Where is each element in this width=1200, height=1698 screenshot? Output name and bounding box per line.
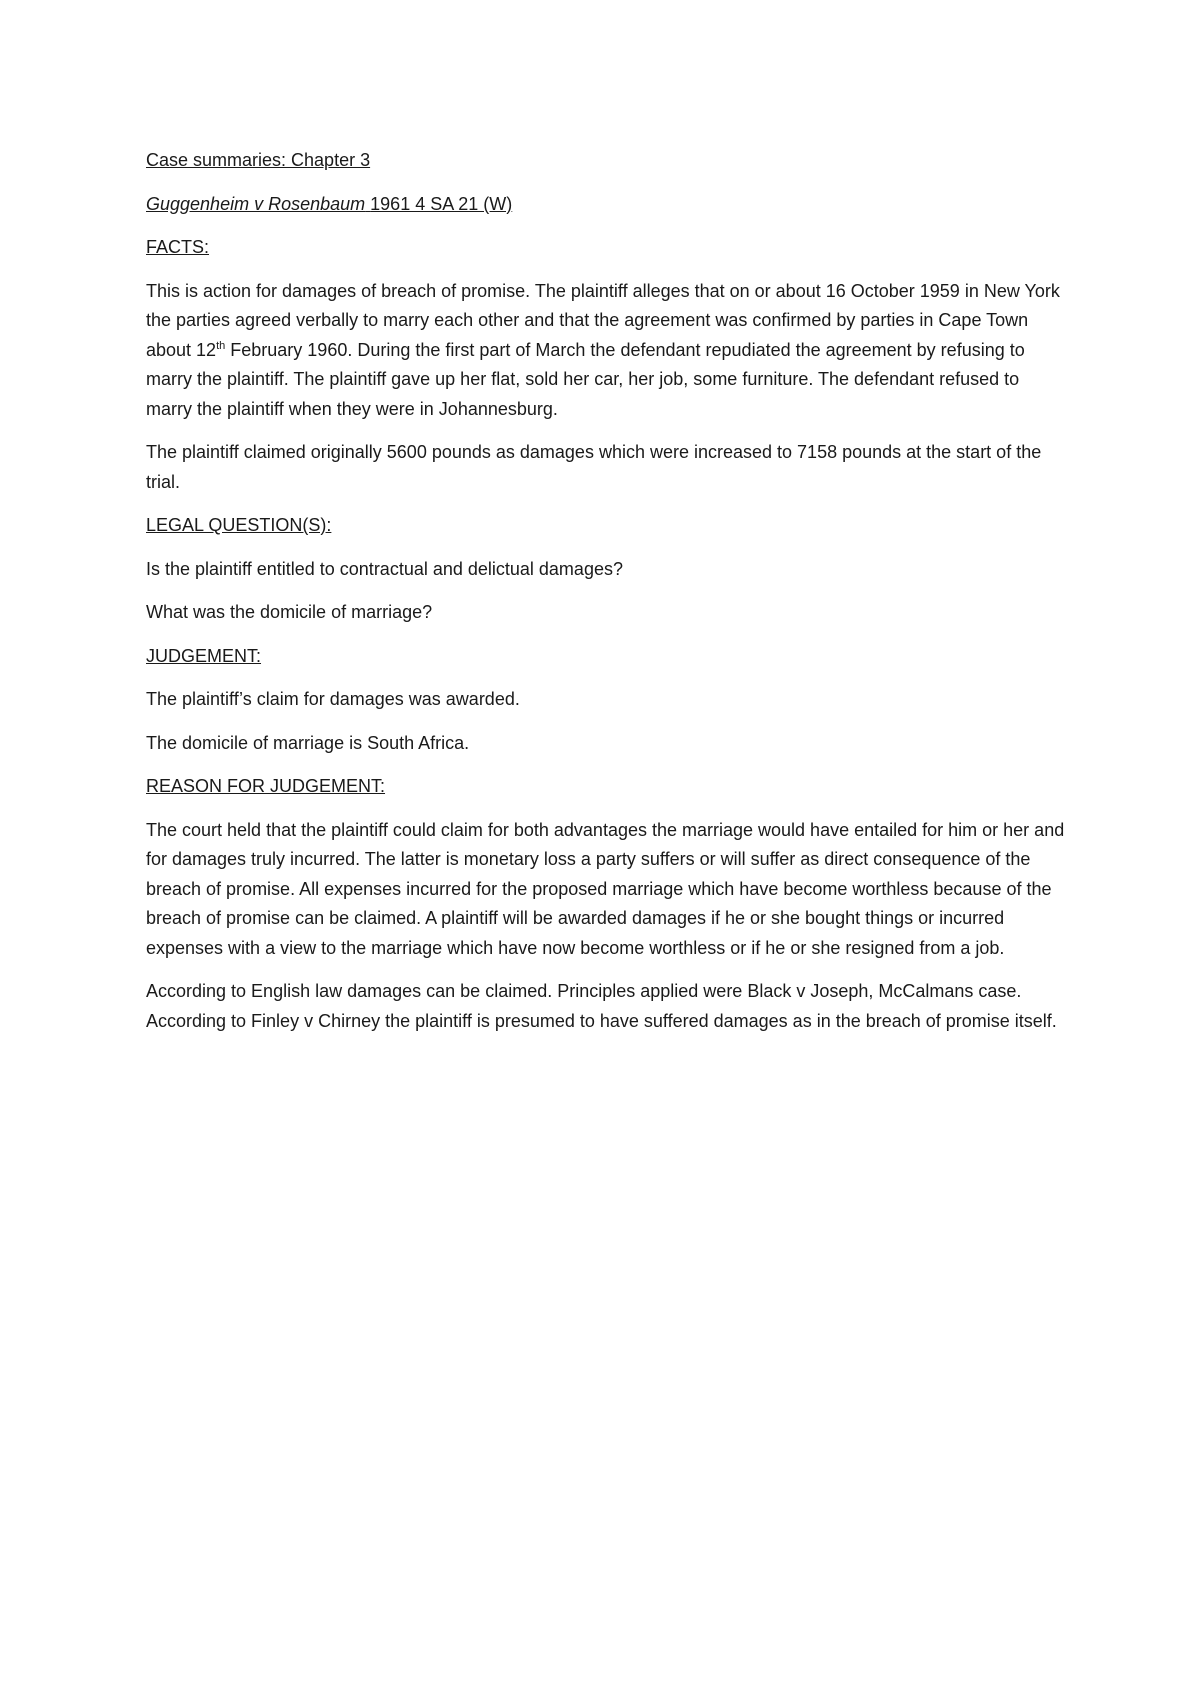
document-title: Case summaries: Chapter 3 xyxy=(146,150,371,170)
legal-questions-heading: LEGAL QUESTION(S): xyxy=(146,515,332,535)
legal-question-2: What was the domicile of marriage? xyxy=(146,602,433,622)
legal-question-1: Is the plaintiff entitled to contractual and delictual damages? xyxy=(146,558,623,579)
judgement-paragraph-1: The plaintiff’s claim for damages was awarded. xyxy=(146,689,520,709)
facts-paragraph-1 xyxy=(146,277,1066,425)
case-citation xyxy=(146,190,1066,220)
judgement-paragraph-2: The domicile of marriage is South Africa. xyxy=(146,732,470,753)
ordinal-superscript: th xyxy=(216,339,226,352)
facts-heading: FACTS: xyxy=(146,237,210,257)
reason-paragraph-1: The court held that the plaintiff could claim for both advantages the marriage would have entailed for him or her and for damages truly incurred. The latter is monetary loss a party suffers or will suffer as direct consequence of the breach of promise. All expenses incurred for the proposed marriage which have become worthless because of the breach of promise can be claimed. A plaintiff will be awarded damages if he or she bought things or incurred expenses with a view to the marriage which have now become worthless or if he or she resigned from a job. xyxy=(146,819,1065,958)
facts-p1-text-continued: February 1960. During the first part of March the defendant repudiated the agreement by refusing to marry the plaintiff. The plaintiff gave up her flat, sold her car, her job, some furniture. The defendant refused to marry the plaintiff when they were in Johannesburg. xyxy=(146,339,1025,419)
facts-p1-text: This is action for damages of breach of promise. The plaintiff alleges that on or about 16 October 1959 in New York the parties agreed verbally to marry each other and that the agreement was confirmed by parties in Cape Town about 12 xyxy=(146,280,1060,360)
case-reference: 1961 4 SA 21 (W) xyxy=(370,193,513,214)
reason-heading: REASON FOR JUDGEMENT: xyxy=(146,776,386,796)
case-name: Guggenheim v Rosenbaum xyxy=(146,193,366,214)
reason-paragraph-2: According to English law damages can be claimed. Principles applied were Black v Joseph, McCalmans case. According to Finley v Chirney the plaintiff is presumed to have suffered damages as in the breach of promise itself. xyxy=(146,981,1057,1031)
facts-paragraph-2: The plaintiff claimed originally 5600 pounds as damages which were increased to 7158 pounds at the start of the trial. xyxy=(146,442,1042,492)
document-body xyxy=(146,146,1066,1050)
judgement-heading: JUDGEMENT: xyxy=(146,645,262,666)
